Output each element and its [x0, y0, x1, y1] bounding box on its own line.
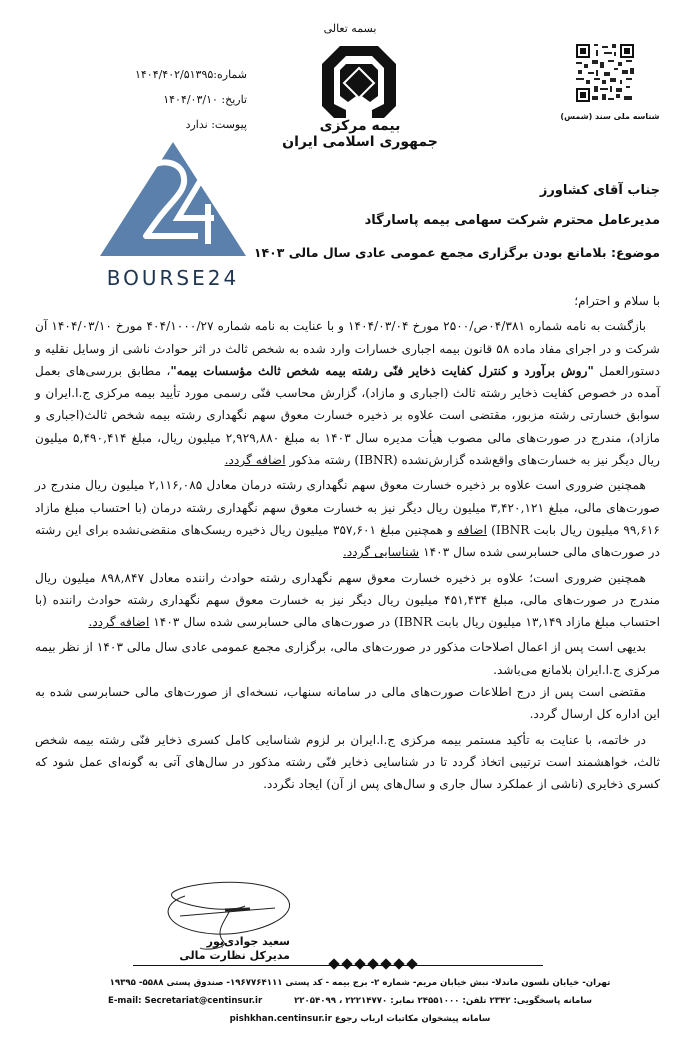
date-row: [87, 87, 247, 112]
footer-contact: [100, 974, 620, 1028]
signatory-title: مدیرکل نظارت مالی: [179, 949, 290, 962]
paragraph-6: در خاتمه، با عنایت به تأکید مستمر بیمه مرکزی ج.ا.ایران بر لزوم شناسایی کامل کسری ذخایر فنّی رشته بیمه شخص ثالث، خواهشمند است ترتیبی اتخاذ گردد تا در شناسایی ذخایر فنّی رشته مذکور در سال‌های آتی به گونه‌ای عمل شود که کسری ذخایری (ناشی از عملکرد سال جاری و سال‌های پس از آن) ایجاد نگردد.: [35, 732, 660, 792]
letter-number: ۱۴۰۴/۴۰۲/۵۱۳۹۵: [134, 68, 214, 81]
date-label: تاریخ:: [221, 93, 247, 106]
recipient-title: مدیرعامل محترم شرکت سهامی بیمه پاسارگاد: [364, 213, 660, 228]
paragraph-1-text-b: ، مطابق بررسی‌های بعمل آمده در خصوص کفایت ذخایر رشته ثالث (اجباری و مازاد)، گزارش محاسب فنّی رسمی مورد تأیید بیمه مرکزی ج.ا.ایران و سوابق خسارتی رشته مزبور، مقتضی است علاوه بر ذخیره خسارت معوق سهم نگهداری رشته بیمه شخص ثالث(اجباری و مازاد)، مندرج در صورت‌های مالی مصوب هیأت مدیره سال ۱۴۰۳ به مبلغ ۲,۹۲۹,۸۸۰ میلیون ریال، مبلغ ۵,۴۹۰,۴۱۴ میلیون ریال دیگر نیز به خسارت‌های واقع‌شده گزارش‌نشده (IBNR) رشته مذکور: [35, 363, 661, 468]
diamond-icon: [406, 958, 418, 970]
qr-code-icon: [576, 44, 634, 102]
letter-meta: [87, 62, 247, 137]
letter-number-label: شماره:: [213, 68, 247, 81]
signature-block: [160, 935, 290, 963]
letter-subject: موضوع: بلامانع بودن برگزاری مجمع عمومی عادی سال مالی ۱۴۰۳: [253, 245, 660, 260]
attachment-label: پیوست:: [211, 118, 247, 131]
footer-portal-link[interactable]: pishkhan.centinsur.ir: [229, 1014, 332, 1024]
paragraph-1-underlined: اضافه گردد.: [224, 453, 286, 468]
footer-address: تهران- خیابان نلسون ماندلا- نبش خیابان مریم- شماره ۲- برج بیمه - کد پستی ۱۹۶۷۷۶۴۱۱۱- صندوق پستی ۵۵۸۸- ۱۹۳۹۵: [109, 978, 611, 988]
paragraph-1-text-a: بازگشت به نامه شماره ۰۴/۳۸۱ص/۲۵۰۰ مورخ ۱۴۰۴/۰۳/۰۴ و با عنایت به نامه شماره ۴۰۴/۱۰۰۰/۲۷ مورخ ۱۴۰۴/۰۳/۱۰ آن شرکت و در اجرای مفاد ماده ۵۸ قانون بیمه اجباری خسارات وارد شده به شخص ثالث در اثر حوادث ناشی از وسایل نقلیه و دستورالعمل: [35, 319, 661, 378]
letter-body: [35, 290, 660, 796]
footer-phones-row: [100, 992, 620, 1010]
diamond-icon: [367, 958, 379, 970]
diamond-icon: [341, 958, 353, 970]
attachment-value: ندارد: [185, 118, 208, 131]
paragraph-3: [35, 567, 660, 634]
central-insurance-name: [270, 118, 450, 150]
attachment-row: [87, 112, 247, 137]
paragraph-2-text-a: همچنین ضروری است علاوه بر ذخیره خسارت معوق سهم نگهداری رشته درمان معادل ۲,۱۱۶,۰۸۵ میلیون ریال مندرج در صورت‌های مالی، مبلغ ۳,۴۲۰,۱۲۱ میلیون ریال دیگر نیز به خسارت معوق سهم نگهداری رشته درمان (با احتساب مبلغ مازاد ۹۹,۶۱۶ میلیون ریال بابت IBNR): [35, 478, 660, 537]
paragraph-1-bold: "روش برآورد و کنترل کفایت ذخایر فنّی رشته بیمه شخص ثالث مؤسسات بیمه": [170, 363, 594, 378]
central-insurance-name-line1: بیمه مرکزی: [319, 118, 401, 134]
footer-portal-label: سامانه پیشخوان مکاتبات ارباب رجوع: [334, 1014, 491, 1024]
diamond-icon: [354, 958, 366, 970]
diamond-icon: [393, 958, 405, 970]
footer-email[interactable]: E-mail: Secretariat@centinsur.ir: [108, 996, 263, 1006]
basmala-heading: بسمه تعالی: [323, 22, 377, 35]
paragraph-2: [35, 474, 660, 563]
bourse24-watermark-logo: [98, 140, 248, 288]
bourse24-triangle-icon: [98, 140, 248, 260]
paragraph-5: مقتضی است پس از درج اطلاعات صورت‌های مالی در سامانه سنهاب، نسخه‌ای از صورت‌های مالی حسابرسی شده به این اداره کل ارسال گردد.: [35, 685, 660, 722]
paragraph-3-text: همچنین ضروری است؛ علاوه بر ذخیره خسارت معوق سهم نگهداری رشته حوادث راننده معادل ۸۹۸,۸۴۷ میلیون ریال مندرج در صورت‌های مالی، مبلغ ۴۵۱,۴۳۴ میلیون ریال دیگر نیز به خسارت معوق سهم نگهداری رشته حوادث راننده (با احتساب مبلغ مازاد ۱۳,۱۴۹ میلیون ریال بابت IBNR) در صورت‌های مالی حسابرسی شده سال ۱۴۰۳: [35, 570, 660, 630]
paragraph-2-text-b: و همچنین مبلغ ۳۵۷,۶۰۱ میلیون ریال ذخیره ریسک‌های منقضی‌نشده برای این رشته در صورت‌های مالی حسابرسی شده سال ۱۴۰۳: [35, 522, 660, 560]
diamond-icon: [328, 958, 340, 970]
qr-caption: شناسه ملی سند (شمس): [560, 112, 660, 121]
recipient-block: [240, 176, 660, 236]
date-value: ۱۴۰۴/۰۳/۱۰: [163, 93, 218, 106]
footer-portal: [100, 1010, 620, 1028]
diamond-icon: [380, 958, 392, 970]
recipient-name: جناب آقای کشاورز: [539, 183, 660, 198]
letter-number-row: [87, 62, 247, 87]
greeting: با سلام و احترام؛: [574, 294, 660, 308]
paragraph-4: بدیهی است پس از اعمال اصلاحات مذکور در صورت‌های مالی، برگزاری مجمع عمومی عادی سال مالی ۱۴۰۳ از نظر بیمه مرکزی ج.ا.ایران بلامانع می‌باشد.: [35, 640, 660, 677]
footer-phones: سامانه پاسخگویی: ۲۳۴۲ تلفن: ۲۴۵۵۱۰۰۰ نمابر: ۲۲۲۱۴۷۷۰ ، ۲۲۰۵۴۰۹۹: [294, 996, 592, 1006]
bourse24-wordmark: BOURSE24: [106, 266, 240, 290]
central-insurance-name-line2: جمهوری اسلامی ایران: [282, 134, 438, 150]
footer-diamond-ornament: [318, 958, 418, 972]
paragraph-3-underlined: اضافه گردد.: [88, 615, 150, 630]
paragraph-1: [35, 315, 660, 471]
paragraph-2-underlined-2: شناسایی گردد.: [342, 545, 420, 560]
central-insurance-logo: [322, 46, 396, 118]
paragraph-2-underlined-1: اضافه: [457, 522, 487, 537]
signatory-name: سعید جوادی‌پور: [206, 935, 290, 948]
